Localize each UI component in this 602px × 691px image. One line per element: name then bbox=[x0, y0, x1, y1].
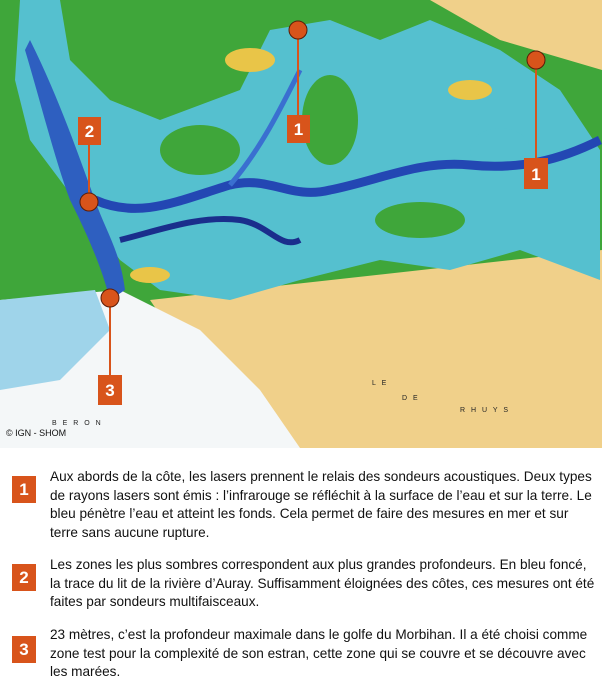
mudflat bbox=[225, 48, 275, 72]
legend-text: Aux abords de la côte, les lasers prennent le relais des sondeurs acoustiques. Deux types de rayons lasers sont émis : l’infrarouge se réfléchit à la surface de l’eau et sur la terre. Le bleu pénètre l’eau et atteint les fonds. Cela permet de faire des mesures en mer et sur terre sans aucune rupture. bbox=[50, 469, 592, 540]
marker-dot bbox=[527, 51, 545, 69]
legend-text: Les zones les plus sombres correspondent aux plus grandes profondeurs. En bleu foncé, la trace du lit de la rivière d’Auray. Suffisamment éloignées des côtes, ces mesures ont été faites par sondeurs multifaisceaux. bbox=[50, 557, 595, 609]
marker-dot bbox=[80, 193, 98, 211]
marker-number: 1 bbox=[293, 120, 304, 139]
place-label: B E R O N bbox=[52, 420, 103, 427]
island bbox=[160, 125, 240, 175]
marker-number: 3 bbox=[105, 381, 115, 400]
place-label: R H U Y S bbox=[460, 407, 511, 414]
place-label: D E bbox=[402, 395, 420, 402]
legend-number-badge: 3 bbox=[12, 636, 36, 663]
island bbox=[302, 75, 358, 165]
legend-text: 23 mètres, c’est la profondeur maximale dans le golfe du Morbihan. Il a été choisi comme zone test pour la complexité de son estran, cette zone qui se couvre et se découvre avec les marées. bbox=[50, 627, 588, 679]
legend-number-badge: 1 bbox=[12, 476, 36, 503]
marker-number: 2 bbox=[84, 122, 95, 141]
marker-number: 1 bbox=[531, 165, 541, 184]
place-label: L E bbox=[372, 380, 389, 387]
marker-dot bbox=[289, 21, 307, 39]
marker-dot bbox=[101, 289, 119, 307]
mudflat bbox=[130, 267, 170, 283]
island bbox=[375, 202, 465, 238]
legend-number-badge: 2 bbox=[12, 564, 36, 591]
copyright-credit: © IGN - SHOM bbox=[6, 428, 67, 438]
mudflat bbox=[448, 80, 492, 100]
